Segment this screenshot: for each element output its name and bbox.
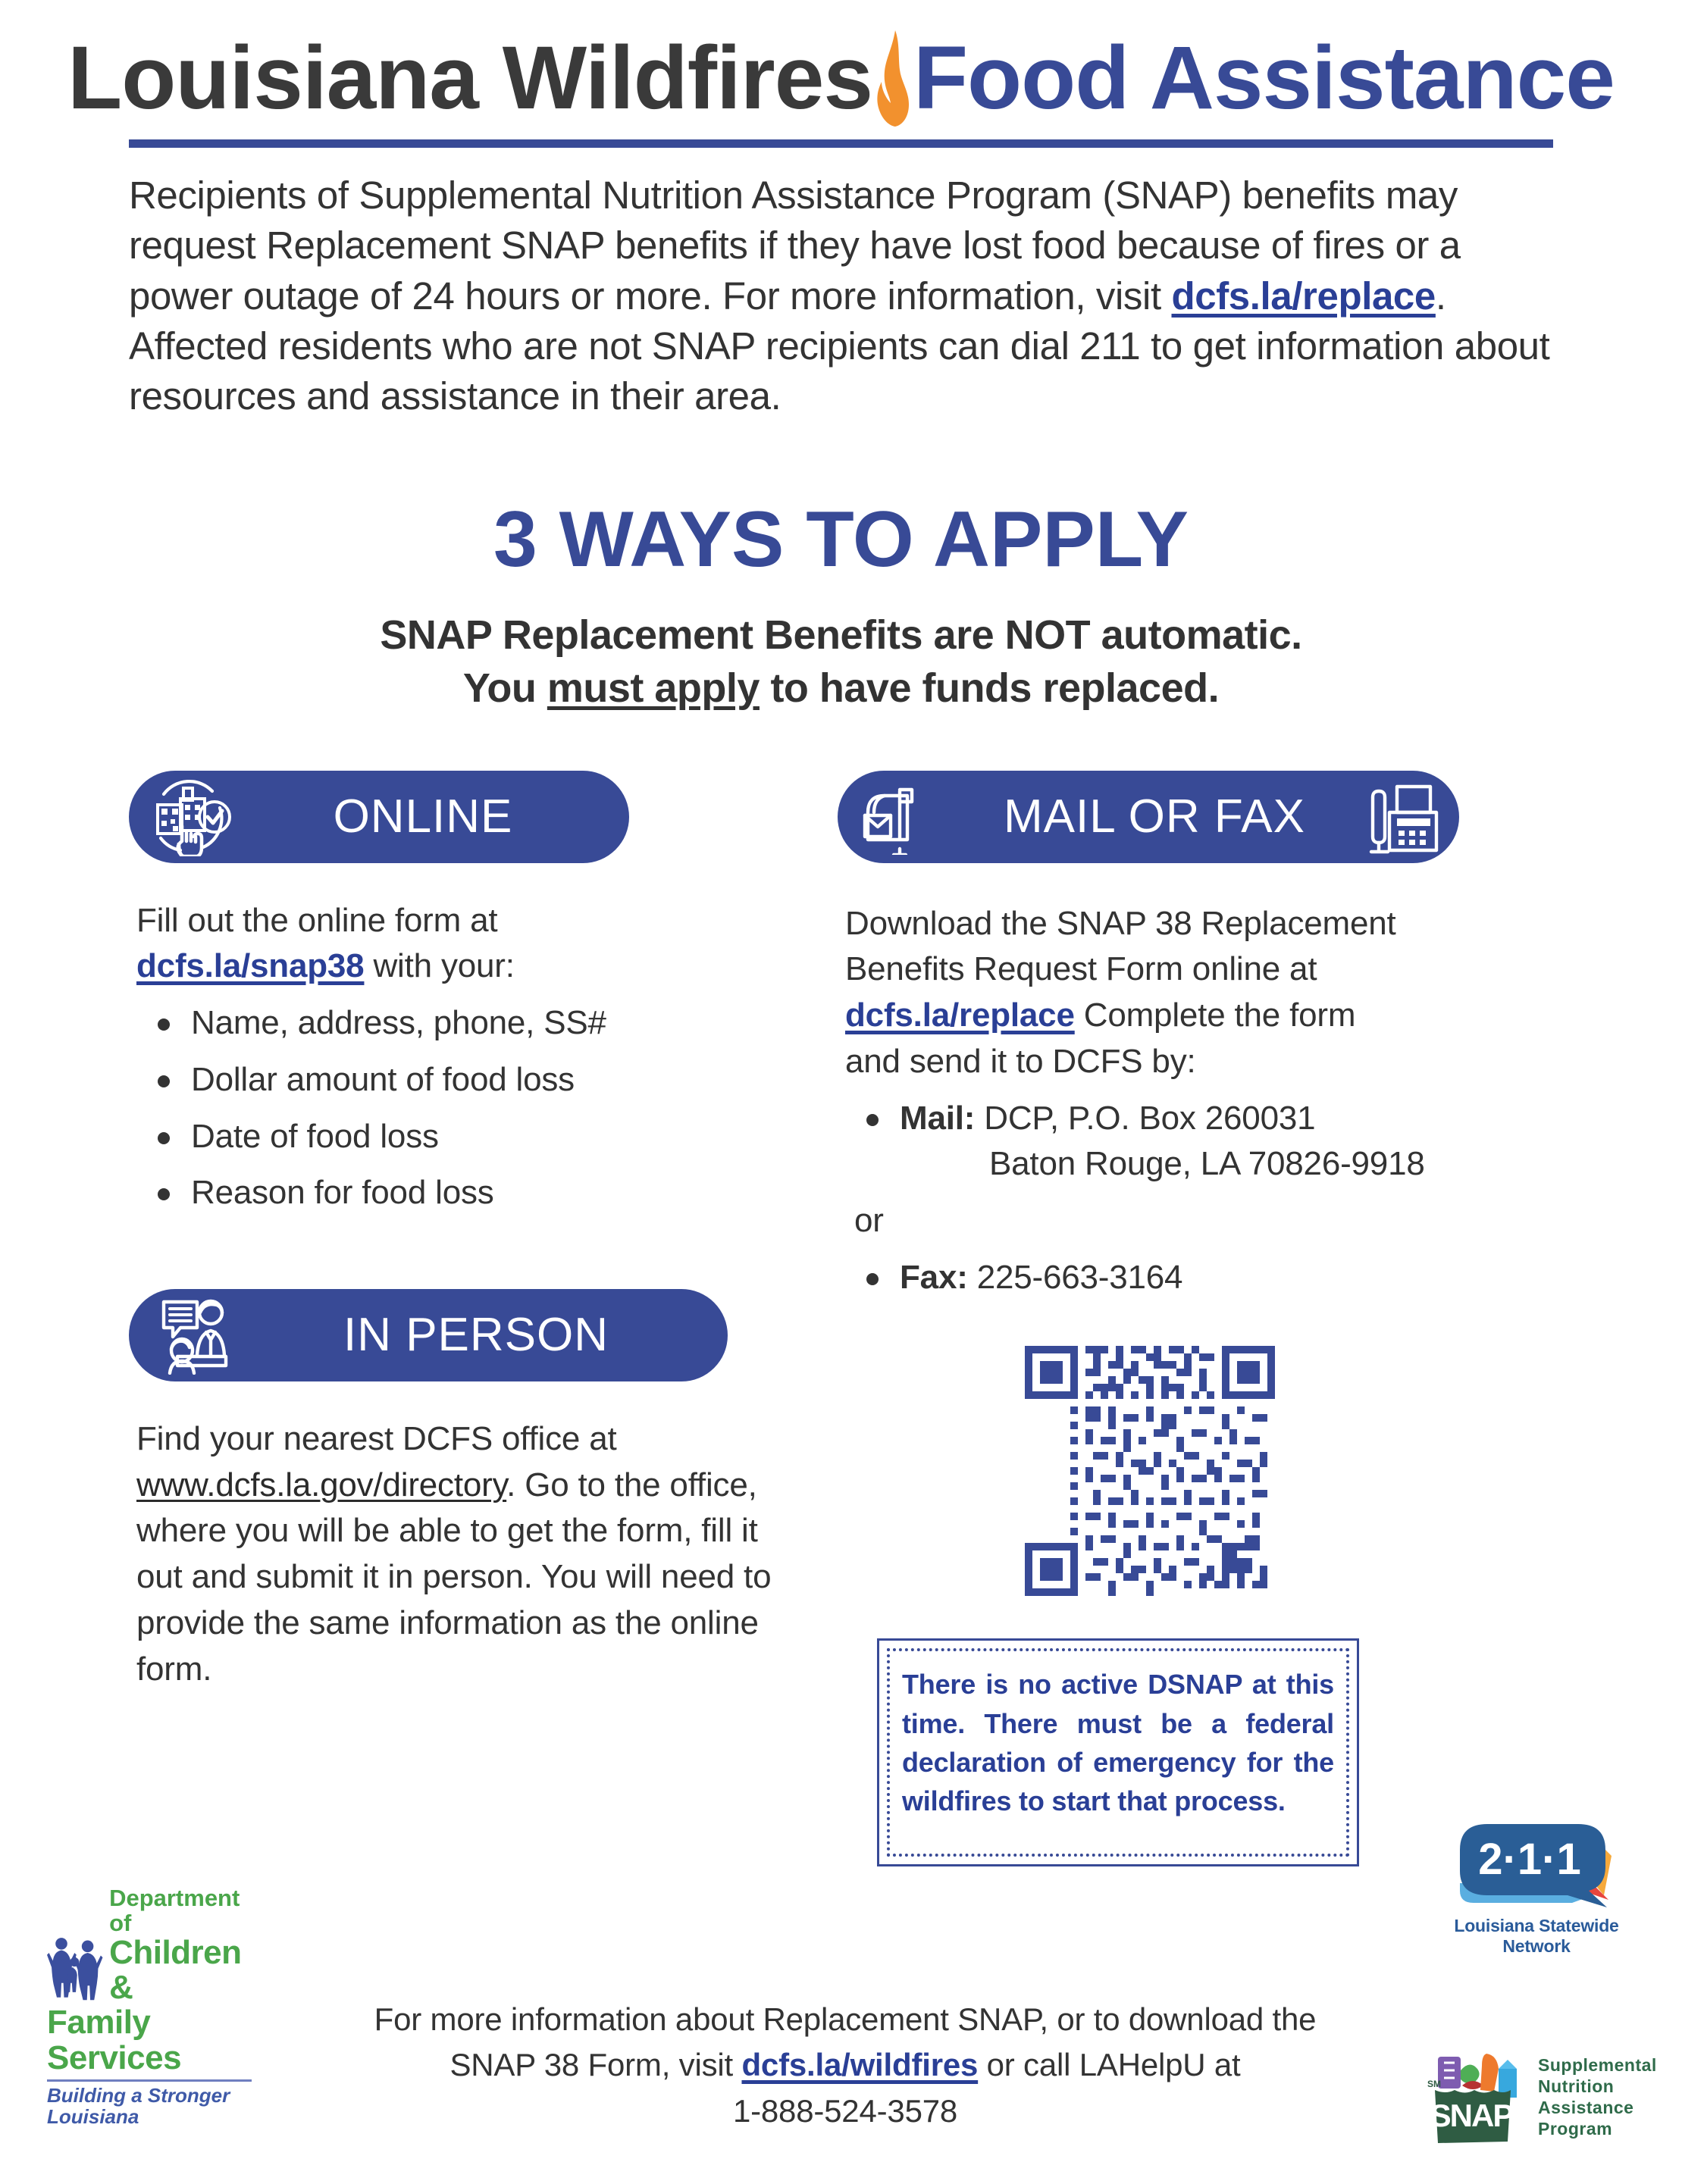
- snap-words: [1538, 2054, 1657, 2139]
- footer-line-1: For more information about Replacement SNAP, or to download the: [374, 2001, 1317, 2037]
- inperson-instructions: [129, 1416, 792, 1692]
- list-item: [900, 1096, 1553, 1187]
- inperson-text-pre: Find your nearest DCFS office at: [136, 1420, 617, 1458]
- list-item: Dollar amount of food loss: [191, 1057, 792, 1103]
- mailbox-icon: [857, 779, 947, 855]
- replace-link-2[interactable]: dcfs.la/replace: [845, 997, 1075, 1034]
- footer-line-2-post: or call LAHelpU at: [978, 2047, 1241, 2083]
- logo-snap: [1417, 2049, 1667, 2145]
- mailfax-line-3: Complete the form: [1074, 997, 1356, 1034]
- dcfs-logo: [47, 1886, 252, 2128]
- online-instructions: [129, 898, 792, 1216]
- inperson-text-post: . Go to the office, where you will be able to get the form, fill it out and submit it in person. You will need to provide the same information as the online form.: [136, 1466, 772, 1688]
- intro-line-5: 211 to get information about resources and assistance in their area.: [129, 324, 1550, 418]
- apply-subheading: [129, 609, 1553, 714]
- speech-bubble-icon: [1449, 1815, 1624, 1909]
- logo-211: [1423, 1815, 1650, 1957]
- page-title: [67, 28, 1615, 128]
- directory-link[interactable]: www.dcfs.la.gov/directory: [136, 1466, 507, 1503]
- replace-link[interactable]: dcfs.la/replace: [1171, 274, 1436, 318]
- mail-label: Mail:: [900, 1099, 976, 1137]
- grocery-bag-icon: [1417, 2049, 1529, 2145]
- fax-machine-icon: [1362, 779, 1442, 855]
- intro-line-3: fires or a power outage of 24 hours or more. For more information, visit: [129, 224, 1461, 318]
- online-apply-icon: [147, 778, 236, 856]
- snap-word-1: Supplemental: [1538, 2054, 1657, 2075]
- inperson-block: [129, 1289, 792, 1692]
- dcfs-line-3: Family Services: [47, 2004, 182, 2076]
- list-item: [900, 1255, 1553, 1301]
- apply-heading: 3 WAYS TO APPLY: [493, 496, 1189, 584]
- list-item: Name, address, phone, SS#: [191, 1000, 792, 1047]
- footer-line-2-pre: SNAP 38 Form, visit: [449, 2047, 742, 2083]
- apply-sub-line-2: [129, 662, 1553, 715]
- mail-value-2: Baton Rouge, LA 70826-9918: [989, 1145, 1425, 1183]
- sub2-underline: must apply: [547, 665, 760, 711]
- dcfs-divider: [47, 2079, 252, 2082]
- intro-line-1: Recipients of Supplemental Nutrition Assistance Program (SNAP) benefits: [129, 174, 1376, 217]
- mailfax-instructions: [838, 901, 1553, 1301]
- footer-phone: 1-888-524-3578: [732, 2092, 958, 2129]
- dsnap-notice-text: There is no active DSNAP at this time. There must be a federal declaration of emergency for the wildfires to start that process.: [902, 1669, 1334, 1816]
- snap-sm-mark: SM: [1427, 2079, 1441, 2089]
- mailfax-pill-label: MAIL OR FAX: [1003, 790, 1305, 843]
- mailfax-bullet-list: [845, 1096, 1553, 1187]
- online-bullet-list: [136, 1000, 792, 1216]
- mailfax-line-1: Download the SNAP 38 Replacement: [845, 904, 1396, 942]
- wildfires-link[interactable]: dcfs.la/wildfires: [741, 2047, 979, 2083]
- page-header: [67, 0, 1615, 148]
- footer-contact-text: [318, 1997, 1372, 2134]
- logo-211-caption: Louisiana Statewide Network: [1454, 1916, 1619, 1956]
- list-item: Reason for food loss: [191, 1170, 792, 1216]
- mail-value: DCP, P.O. Box 260031: [975, 1099, 1316, 1137]
- service-desk-icon: [152, 1296, 244, 1375]
- title-dark-part: Louisiana Wildfires: [67, 28, 872, 128]
- dcfs-line-2: Children &: [109, 1934, 242, 2007]
- online-text-post: with your:: [364, 947, 515, 985]
- dsnap-notice-inner: [887, 1648, 1349, 1856]
- online-pill[interactable]: [129, 771, 629, 863]
- snap-wordmark: SNAP: [1430, 2098, 1513, 2133]
- fax-value: 225-663-3164: [967, 1258, 1183, 1296]
- online-text-pre: Fill out the online form at: [136, 901, 498, 939]
- fax-label: Fax:: [900, 1258, 968, 1296]
- intro-line-2: may request Replacement SNAP benefits if they have lost food because of: [129, 174, 1458, 268]
- qr-code[interactable]: [1025, 1346, 1275, 1596]
- mailfax-pill[interactable]: [838, 771, 1459, 863]
- dsnap-notice-box: [877, 1638, 1359, 1866]
- snap-word-2: Nutrition: [1538, 2076, 1615, 2096]
- family-figures-icon: [47, 1929, 105, 2005]
- inperson-pill-label: IN PERSON: [343, 1309, 609, 1362]
- mailfax-line-2: Benefits Request Form online at: [845, 950, 1317, 988]
- page-footer: [0, 1835, 1682, 2184]
- sub2-post: to have funds replaced.: [759, 665, 1220, 711]
- dcfs-line-1: Department of: [109, 1884, 240, 1936]
- inperson-pill[interactable]: [129, 1289, 728, 1381]
- header-rule: [129, 139, 1553, 148]
- logo-211-number: 2·1·1: [1478, 1835, 1581, 1884]
- snap-word-4: Program: [1538, 2119, 1613, 2139]
- title-blue-part: Food Assistance: [913, 28, 1615, 128]
- sub2-pre: You: [462, 665, 547, 711]
- dcfs-tagline: Building a Stronger Louisiana: [47, 2083, 230, 2129]
- snap38-link[interactable]: dcfs.la/snap38: [136, 947, 365, 985]
- flame-icon: [869, 29, 918, 127]
- list-item: Date of food loss: [191, 1114, 792, 1160]
- qr-code-wrap: [838, 1346, 1553, 1596]
- intro-line-4: . Affected residents who are not SNAP recipients can dial: [129, 274, 1446, 368]
- apply-methods: [129, 771, 1553, 1866]
- footer-line-2: [318, 2042, 1372, 2088]
- right-column: [792, 771, 1553, 1866]
- or-separator: or: [854, 1202, 884, 1240]
- left-column: [129, 771, 792, 1866]
- mailfax-line-4: and send it to DCFS by:: [845, 1042, 1196, 1080]
- snap-word-3: Assistance: [1538, 2098, 1634, 2117]
- apply-sub-line-1: SNAP Replacement Benefits are NOT automatic.: [380, 612, 1302, 659]
- intro-paragraph: [129, 171, 1553, 421]
- online-pill-label: ONLINE: [333, 790, 513, 843]
- fax-bullet-list: [845, 1255, 1553, 1301]
